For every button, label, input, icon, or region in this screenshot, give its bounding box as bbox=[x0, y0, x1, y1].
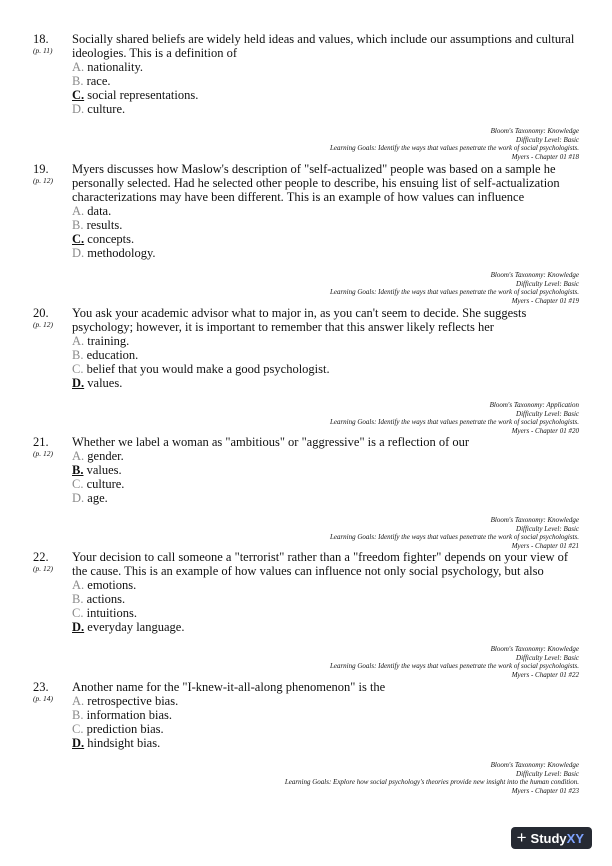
option-text: race. bbox=[86, 74, 111, 88]
question-stem: Your decision to call someone a "terrorist" rather than a "freedom fighter" depends on your view of the cause. This is an example of how values can influence not only social psychology, but also bbox=[72, 550, 569, 578]
option-letter: B. bbox=[72, 348, 84, 362]
meta-taxonomy: Bloom's Taxonomy: Knowledge bbox=[490, 761, 579, 769]
question-stem: You ask your academic advisor what to major in, as you can't seem to decide. She suggests psychology; however, it is important to remember that this answer likely reflects her bbox=[72, 306, 527, 334]
option-d bbox=[72, 620, 583, 634]
option-letter: B. bbox=[72, 74, 84, 88]
option-b bbox=[72, 592, 583, 606]
meta-taxonomy: Bloom's Taxonomy: Knowledge bbox=[490, 645, 579, 653]
option-letter: D. bbox=[72, 102, 85, 116]
question-19 bbox=[33, 162, 583, 305]
question-stem: Another name for the "I-knew-it-all-along phenomenon" is the bbox=[72, 680, 386, 694]
option-b bbox=[72, 708, 583, 722]
question-page-ref: (p. 14) bbox=[33, 694, 53, 703]
option-letter: C. bbox=[72, 362, 84, 376]
option-b bbox=[72, 463, 583, 477]
option-c bbox=[72, 88, 583, 102]
meta-taxonomy: Bloom's Taxonomy: Knowledge bbox=[490, 127, 579, 135]
option-letter: C. bbox=[72, 232, 85, 246]
option-text: nationality. bbox=[87, 60, 144, 74]
option-c bbox=[72, 722, 583, 736]
option-text: values. bbox=[86, 463, 122, 477]
question-metadata bbox=[33, 761, 579, 795]
option-a bbox=[72, 204, 583, 218]
question-stem: Socially shared beliefs are widely held ideas and values, which include our assumptions and cultural ideologies. This is a definition of bbox=[72, 32, 575, 60]
option-letter: B. bbox=[72, 708, 84, 722]
option-c bbox=[72, 232, 583, 246]
option-a bbox=[72, 694, 583, 708]
option-a bbox=[72, 578, 583, 592]
question-21 bbox=[33, 435, 583, 550]
option-letter: A. bbox=[72, 334, 85, 348]
option-b bbox=[72, 74, 583, 88]
option-text: culture. bbox=[86, 477, 125, 491]
option-text: education. bbox=[86, 348, 139, 362]
option-text: retrospective bias. bbox=[87, 694, 179, 708]
meta-difficulty: Difficulty Level: Basic bbox=[516, 524, 579, 533]
meta-source: Myers - Chapter 01 #22 bbox=[511, 670, 579, 679]
meta-source: Myers - Chapter 01 #18 bbox=[511, 152, 579, 161]
option-b bbox=[72, 348, 583, 362]
question-18 bbox=[33, 32, 583, 161]
option-text: intuitions. bbox=[86, 606, 137, 620]
question-metadata bbox=[33, 645, 579, 679]
question-23 bbox=[33, 680, 583, 795]
option-c bbox=[72, 362, 583, 376]
option-d bbox=[72, 376, 583, 390]
option-letter: D. bbox=[72, 620, 85, 634]
question-metadata bbox=[33, 271, 579, 305]
option-letter: D. bbox=[72, 736, 85, 750]
option-letter: C. bbox=[72, 722, 84, 736]
meta-learning-goal: Learning Goals: Identify the ways that values penetrate the work of social psychologists. bbox=[329, 533, 579, 541]
option-letter: B. bbox=[72, 463, 84, 477]
question-number: 21. bbox=[33, 435, 49, 449]
option-letter: C. bbox=[72, 477, 84, 491]
meta-difficulty: Difficulty Level: Basic bbox=[516, 653, 579, 662]
option-letter: B. bbox=[72, 218, 84, 232]
meta-learning-goal: Learning Goals: Identify the ways that values penetrate the work of social psychologists. bbox=[329, 288, 579, 296]
option-letter: A. bbox=[72, 694, 85, 708]
question-number: 20. bbox=[33, 306, 49, 320]
option-text: age. bbox=[87, 491, 108, 505]
option-letter: A. bbox=[72, 60, 85, 74]
option-text: gender. bbox=[87, 449, 124, 463]
option-text: culture. bbox=[87, 102, 126, 116]
option-letter: A. bbox=[72, 578, 85, 592]
option-d bbox=[72, 102, 583, 116]
question-number: 23. bbox=[33, 680, 49, 694]
option-text: everyday language. bbox=[87, 620, 185, 634]
option-d bbox=[72, 246, 583, 260]
question-metadata bbox=[33, 516, 579, 550]
option-c bbox=[72, 606, 583, 620]
meta-taxonomy: Bloom's Taxonomy: Knowledge bbox=[490, 271, 579, 279]
option-letter: D. bbox=[72, 376, 85, 390]
question-page-ref: (p. 12) bbox=[33, 449, 53, 458]
option-letter: C. bbox=[72, 88, 85, 102]
meta-learning-goal: Learning Goals: Identify the ways that values penetrate the work of social psychologists. bbox=[329, 418, 579, 426]
option-text: emotions. bbox=[87, 578, 137, 592]
option-letter: A. bbox=[72, 204, 85, 218]
option-letter: C. bbox=[72, 606, 84, 620]
question-20 bbox=[33, 306, 583, 435]
meta-learning-goal: Learning Goals: Identify the ways that values penetrate the work of social psychologists. bbox=[329, 662, 579, 670]
question-stem: Myers discusses how Maslow's description of "self-actualized" people was based on a sample he personally selected. Had he selected other people to describe, his ensuing list of self-actualization characterizations may have been different. This is an example of how values can influence bbox=[72, 162, 560, 204]
question-stem: Whether we label a woman as "ambitious" or "aggressive" is a reflection of our bbox=[72, 435, 470, 449]
logo-text: StudyXY bbox=[530, 830, 584, 846]
meta-learning-goal: Learning Goals: Explore how social psychology's theories provide new insight into the human condition. bbox=[284, 778, 579, 786]
question-page-ref: (p. 12) bbox=[33, 564, 53, 573]
question-page-ref: (p. 12) bbox=[33, 320, 53, 329]
meta-source: Myers - Chapter 01 #21 bbox=[511, 541, 579, 550]
studyxy-logo[interactable] bbox=[511, 827, 592, 849]
option-a bbox=[72, 449, 583, 463]
option-text: methodology. bbox=[87, 246, 156, 260]
meta-difficulty: Difficulty Level: Basic bbox=[516, 769, 579, 778]
option-text: values. bbox=[87, 376, 123, 390]
option-letter: D. bbox=[72, 246, 85, 260]
plus-icon: + bbox=[516, 828, 527, 847]
meta-source: Myers - Chapter 01 #23 bbox=[511, 786, 579, 795]
meta-taxonomy: Bloom's Taxonomy: Application bbox=[489, 401, 579, 409]
option-letter: D. bbox=[72, 491, 85, 505]
option-text: concepts. bbox=[87, 232, 135, 246]
option-text: prediction bias. bbox=[86, 722, 164, 736]
option-text: training. bbox=[87, 334, 130, 348]
meta-taxonomy: Bloom's Taxonomy: Knowledge bbox=[490, 516, 579, 524]
meta-source: Myers - Chapter 01 #19 bbox=[511, 296, 579, 305]
option-text: actions. bbox=[86, 592, 126, 606]
option-letter: A. bbox=[72, 449, 85, 463]
option-a bbox=[72, 60, 583, 74]
question-page-ref: (p. 12) bbox=[33, 176, 53, 185]
option-text: social representations. bbox=[87, 88, 199, 102]
option-d bbox=[72, 736, 583, 750]
meta-difficulty: Difficulty Level: Basic bbox=[516, 409, 579, 418]
question-page-ref: (p. 11) bbox=[33, 46, 53, 55]
option-letter: B. bbox=[72, 592, 84, 606]
question-number: 19. bbox=[33, 162, 49, 176]
option-a bbox=[72, 334, 583, 348]
option-text: results. bbox=[86, 218, 123, 232]
question-metadata bbox=[33, 401, 579, 435]
meta-learning-goal: Learning Goals: Identify the ways that values penetrate the work of social psychologists. bbox=[329, 144, 579, 152]
question-22 bbox=[33, 550, 583, 679]
question-metadata bbox=[33, 127, 579, 161]
option-text: data. bbox=[87, 204, 112, 218]
question-number: 22. bbox=[33, 550, 49, 564]
option-b bbox=[72, 218, 583, 232]
option-text: belief that you would make a good psychologist. bbox=[86, 362, 330, 376]
question-number: 18. bbox=[33, 32, 49, 46]
meta-difficulty: Difficulty Level: Basic bbox=[516, 279, 579, 288]
option-text: hindsight bias. bbox=[87, 736, 161, 750]
meta-difficulty: Difficulty Level: Basic bbox=[516, 135, 579, 144]
option-c bbox=[72, 477, 583, 491]
option-text: information bias. bbox=[86, 708, 172, 722]
meta-source: Myers - Chapter 01 #20 bbox=[511, 426, 579, 435]
option-d bbox=[72, 491, 583, 505]
